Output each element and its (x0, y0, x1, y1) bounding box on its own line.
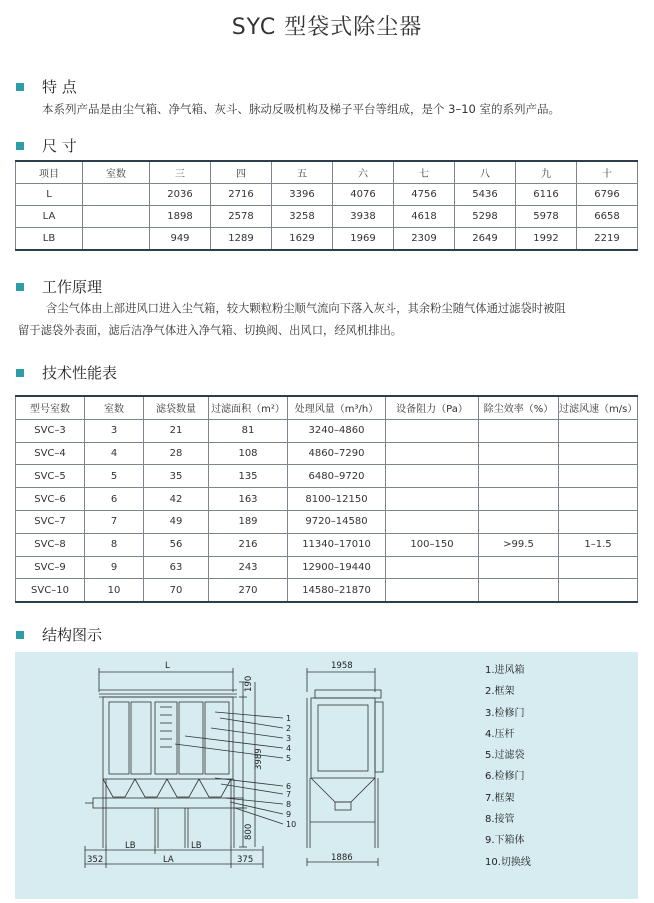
dim-label: 800 (244, 823, 254, 840)
table-row (16, 488, 638, 511)
table-cell: 81 (209, 419, 288, 442)
table-cell: 4618 (394, 206, 455, 228)
table-cell (479, 488, 559, 511)
tech-header-cell: 设备阻力（Pa） (386, 396, 479, 419)
table-cell: LB (16, 228, 83, 251)
legend-item: 2.框架 (485, 686, 515, 698)
callout-number: 4 (286, 744, 292, 753)
table-cell (479, 556, 559, 579)
table-cell: 35 (144, 465, 209, 488)
section-marker-icon (16, 83, 24, 91)
features-text: 本系列产品是由尘气箱、净气箱、灰斗、脉动反吸机构及梯子平台等组成，是个 3–10 室的系列产品。 (42, 102, 561, 116)
table-cell: 6 (85, 488, 144, 511)
table-cell: 1969 (333, 228, 394, 251)
table-cell: 2716 (211, 184, 272, 206)
table-cell (386, 442, 479, 465)
tech-heading: 技术性能表 (16, 362, 117, 383)
table-cell: 5978 (516, 206, 577, 228)
table-cell (479, 442, 559, 465)
table-cell: SVC–6 (16, 488, 85, 511)
table-cell: 5298 (455, 206, 516, 228)
table-cell: 108 (209, 442, 288, 465)
table-cell (386, 556, 479, 579)
tech-header-row (16, 396, 638, 419)
dim-label: 1958 (331, 661, 353, 671)
structure-heading: 结构图示 (16, 624, 102, 645)
table-cell (559, 465, 638, 488)
table-cell: 6480–9720 (288, 465, 386, 488)
table-cell: 2578 (211, 206, 272, 228)
table-cell: 7 (85, 510, 144, 533)
legend-item: 6.检修门 (485, 771, 525, 783)
resistance-value: 100–150 (386, 533, 479, 556)
dimensions-header-row (16, 161, 638, 184)
dim-label: L (165, 661, 170, 671)
table-cell: 1289 (211, 228, 272, 251)
legend-item: 10.切换线 (485, 856, 531, 868)
table-cell (479, 579, 559, 602)
section-marker-icon (16, 631, 24, 639)
table-cell: 70 (144, 579, 209, 602)
dim-header-cell: 八 (455, 161, 516, 184)
table-cell: 28 (144, 442, 209, 465)
table-cell: 2309 (394, 228, 455, 251)
table-cell: 4076 (333, 184, 394, 206)
dim-header-cell: 五 (272, 161, 333, 184)
tech-header-cell: 过滤面积（m²） (209, 396, 288, 419)
principle-heading: 工作原理 (16, 276, 102, 297)
table-cell: 49 (144, 510, 209, 533)
principle-line-1: 含尘气体由上部进风口进入尘气箱，较大颗粒粉尘顺气流向下落入灰斗，其余粉尘随气体通过滤袋时被阻 (46, 302, 566, 315)
legend-item: 9.下箱体 (485, 835, 525, 847)
dim-header-cell: 三 (150, 161, 211, 184)
page-title: SYC 型袋式除尘器 (231, 15, 423, 40)
callout-number: 5 (286, 754, 292, 763)
dim-header-cell: 项目 (16, 161, 83, 184)
table-row (16, 206, 638, 228)
callout-number: 9 (286, 810, 292, 819)
table-cell: SVC–9 (16, 556, 85, 579)
table-cell: 21 (144, 419, 209, 442)
legend-item: 4.压杆 (485, 728, 515, 740)
table-cell: 189 (209, 510, 288, 533)
section-marker-icon (16, 369, 24, 377)
dim-header-cell: 四 (211, 161, 272, 184)
table-cell: SVC–3 (16, 419, 85, 442)
table-cell: 6796 (577, 184, 638, 206)
table-cell: 1898 (150, 206, 211, 228)
dim-label: 3989 (254, 748, 264, 770)
table-cell (83, 206, 150, 228)
table-cell (479, 510, 559, 533)
table-cell (386, 465, 479, 488)
table-row (16, 533, 638, 556)
callout-number: 2 (286, 724, 292, 733)
legend-item: 3.检修门 (485, 707, 525, 719)
table-cell: 3396 (272, 184, 333, 206)
table-cell: 3 (85, 419, 144, 442)
table-row (16, 579, 638, 602)
callout-number: 6 (286, 782, 292, 791)
table-row (16, 419, 638, 442)
table-cell: 1992 (516, 228, 577, 251)
table-cell (559, 442, 638, 465)
table-cell (386, 488, 479, 511)
table-cell: 12900–19440 (288, 556, 386, 579)
dim-label: LB (125, 841, 136, 851)
dim-header-cell: 十 (577, 161, 638, 184)
table-cell: SVC–8 (16, 533, 85, 556)
dimensions-table (15, 160, 638, 251)
tech-header-cell: 过滤风速（m/s） (559, 396, 638, 419)
table-cell: 135 (209, 465, 288, 488)
dim-label: 190 (244, 675, 254, 692)
table-cell: SVC–10 (16, 579, 85, 602)
legend-item: 8.接管 (485, 814, 515, 826)
table-row (16, 184, 638, 206)
tech-header-cell: 滤袋数量 (144, 396, 209, 419)
table-cell: 42 (144, 488, 209, 511)
structure-diagram (15, 652, 638, 899)
dim-label: LA (163, 855, 174, 865)
table-cell: 10 (85, 579, 144, 602)
tech-performance-table (15, 395, 638, 603)
table-cell (559, 510, 638, 533)
table-cell: 216 (209, 533, 288, 556)
table-cell: 3240–4860 (288, 419, 386, 442)
dim-header-cell: 六 (333, 161, 394, 184)
table-cell: 2219 (577, 228, 638, 251)
table-cell: 2649 (455, 228, 516, 251)
table-cell: SVC–5 (16, 465, 85, 488)
callout-number: 7 (286, 790, 292, 799)
table-cell: 4 (85, 442, 144, 465)
section-marker-icon (16, 283, 24, 291)
table-cell: 11340–17010 (288, 533, 386, 556)
table-cell: 6116 (516, 184, 577, 206)
legend-item: 1.进风箱 (485, 665, 525, 676)
table-cell (83, 228, 150, 251)
table-cell: 3938 (333, 206, 394, 228)
table-row (16, 228, 638, 251)
table-cell: 949 (150, 228, 211, 251)
table-row (16, 556, 638, 579)
table-cell (559, 419, 638, 442)
table-cell (479, 419, 559, 442)
table-cell: SVC–4 (16, 442, 85, 465)
table-cell (386, 510, 479, 533)
dim-label: LB (191, 841, 202, 851)
table-cell: 9720–14580 (288, 510, 386, 533)
callout-number: 1 (286, 714, 292, 723)
tech-header-cell: 处理风量（m³/h） (288, 396, 386, 419)
dim-label: 352 (87, 855, 104, 865)
callout-number: 3 (286, 734, 292, 743)
callout-number: 8 (286, 800, 292, 809)
table-cell (559, 488, 638, 511)
table-cell: SVC–7 (16, 510, 85, 533)
dim-label: 375 (237, 855, 254, 865)
dim-label: 1886 (331, 853, 353, 863)
velocity-value: 1–1.5 (559, 533, 638, 556)
table-cell: 4756 (394, 184, 455, 206)
table-cell: 9 (85, 556, 144, 579)
dimensions-heading: 尺 寸 (16, 135, 77, 156)
table-cell (559, 579, 638, 602)
table-cell (386, 419, 479, 442)
callout-number: 10 (286, 820, 297, 829)
efficiency-value: >99.5 (479, 533, 559, 556)
dim-header-cell: 室数 (83, 161, 150, 184)
table-cell: 6658 (577, 206, 638, 228)
tech-header-cell: 室数 (85, 396, 144, 419)
tech-header-cell: 除尘效率（%） (479, 396, 559, 419)
legend-item: 5.过滤袋 (485, 750, 525, 762)
structure-diagram-panel (15, 652, 638, 899)
table-cell: 14580–21870 (288, 579, 386, 602)
table-cell: 270 (209, 579, 288, 602)
table-row (16, 510, 638, 533)
table-cell (386, 579, 479, 602)
table-cell: 3258 (272, 206, 333, 228)
table-cell: 2036 (150, 184, 211, 206)
table-cell: 56 (144, 533, 209, 556)
table-cell: 8 (85, 533, 144, 556)
principle-line-2: 留于滤袋外表面，滤后洁净气体进入净气箱、切换阀、出风口，经风机排出。 (18, 324, 403, 337)
table-cell: 4860–7290 (288, 442, 386, 465)
table-cell: 243 (209, 556, 288, 579)
dim-header-cell: 九 (516, 161, 577, 184)
table-cell (83, 184, 150, 206)
table-cell: L (16, 184, 83, 206)
table-row (16, 442, 638, 465)
table-cell: 8100–12150 (288, 488, 386, 511)
features-heading: 特 点 (16, 76, 77, 97)
table-cell (559, 556, 638, 579)
table-cell: LA (16, 206, 83, 228)
table-cell: 1629 (272, 228, 333, 251)
table-cell (479, 465, 559, 488)
legend-item: 7.框架 (485, 792, 515, 804)
table-cell: 163 (209, 488, 288, 511)
structure-legend (485, 660, 531, 873)
tech-header-cell: 型号室数 (16, 396, 85, 419)
table-cell: 63 (144, 556, 209, 579)
table-cell: 5436 (455, 184, 516, 206)
table-row (16, 465, 638, 488)
section-marker-icon (16, 142, 24, 150)
dim-header-cell: 七 (394, 161, 455, 184)
table-cell: 5 (85, 465, 144, 488)
